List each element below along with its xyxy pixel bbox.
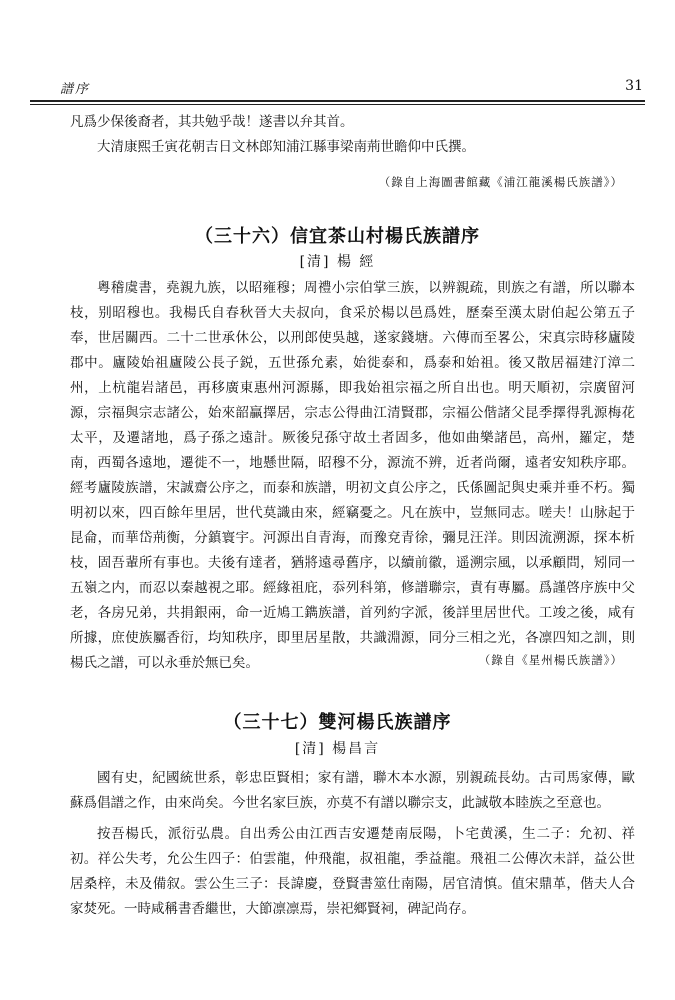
section-title: （三十七）雙河楊氏族譜序 (223, 712, 452, 733)
section-title: （三十六）信宜茶山村楊氏族譜序 (195, 226, 480, 247)
section-body (70, 276, 635, 676)
running-header (30, 78, 645, 98)
body-paragraph: 粵稽虞書，堯親九族，以昭雍穆；周禮小宗伯掌三族，以辨親疏，則族之有譜，所以聯本枝，别昭穆也。我楊氏自春秋晉大夫叔向，食采於楊以邑爲姓，歷秦至漢太尉伯起公第五子奉，世居關西。二十二世承休公，以刑郎使吳越，遂家錢塘。六傳而至畧公，宋真宗時移廬陵郡中。廬陵始祖廬陵公長子鋭，五世孫允素，始徙泰和，爲泰和始祖。後又散居福建汀漳二州，上杭龍岩諸邑，再移廣東惠州河源縣，即我始祖宗福之所自出也。明天順初，宗廣留河源，宗福與宗志諸公，始來韶贏擇居，宗志公得曲江清賢郡，宗福公偕諸父昆季擇得乳源梅花太平，及遷諸地，爲子孫之遠計。厥後兒孫守故土者固多，他如曲樂諸邑，高州，羅定，楚南，西蜀各遠地，遷徙不一，地懸世隔，昭穆不分，源流不辨，近者尚爾，遠者安知秩序耶。經考廬陵族譜，宋誠齋公序之，而泰和族譜，明初文貞公序之，氏係圖記與史乘并垂不朽。獨明初以來，四百餘年里居，世代莫識由來，經竊憂之。凡在族中，豈無同志。嗟夫！山脉起于昆侖，而華岱荊衡，分鎮寰宇。河源出自青海，而豫兗青徐，彌見汪洋。則因流溯源，探本析枝，固吾輩所有事也。夫後有達者，猶將遠尋舊序，以續前徽，遥溯宗風，以承顧問，矧同一五嶺之内，而忍以秦越視之耶。經緣祖庇，忝列科第，修譜聯宗，責有專屬。爲謹啓序族中父老，各房兄弟，共捐銀兩，命一近鳩工鐫族譜，首列約字派，後詳里居世代。工竣之後，咸有所據，庶使族屬香衍，均知秩序，即里居星散，共識淵源，同分三相之光，各凛四知之訓，則楊氏之譜，可以永垂於無已矣。 (70, 280, 635, 671)
header-rule (30, 100, 645, 102)
source-note: （錄自上海圖書館藏《浦江龍溪楊氏族譜》） (378, 175, 623, 189)
body-paragraph: 國有史，紀國統世系，彰忠臣賢相；家有譜，聯木本水源，别親疏長幼。古司馬家傳，歐蘇爲倡譜之作，由來尚矣。今世名家巨族，亦莫不有譜以聯宗支，此誠敬本睦族之至意也。 (70, 770, 635, 811)
body-paragraph: 按吾楊氏，派衍弘農。自出秀公由江西吉安遷楚南辰陽，卜宅黄溪，生二子：允初、祥初。祥公失考，允公生四子：伯雲龍，仲飛龍，叔祖龍，季益龍。飛祖二公傳次未詳，益公世居桑梓，未及備叙。雲公生三子：長諱慶，登賢書筮仕南陽，居官清慎。值宋鼎革，偕夫人合家焚死。一時咸稱書香繼世，大節凛凛焉，崇祀鄉賢祠，碑記尚存。 (70, 826, 635, 917)
header-rule-thin (30, 104, 645, 105)
previous-text-end (70, 110, 635, 160)
section-body (70, 766, 635, 922)
text-line: 大清康熙壬寅花朝吉日文林郎知浦江縣事梁南荊世瞻仰中氏撰。 (97, 139, 475, 155)
section-author: [清] 楊 經 (299, 254, 376, 270)
running-title: 譜序 (60, 82, 91, 97)
text-line: 凡爲少保後裔者，其共勉乎哉！遂書以弁其首。 (70, 114, 354, 130)
section-author: [清] 楊昌言 (294, 741, 381, 757)
source-note: （錄自《星州楊氏族譜》） (478, 653, 623, 667)
page-number: 31 (625, 78, 643, 94)
